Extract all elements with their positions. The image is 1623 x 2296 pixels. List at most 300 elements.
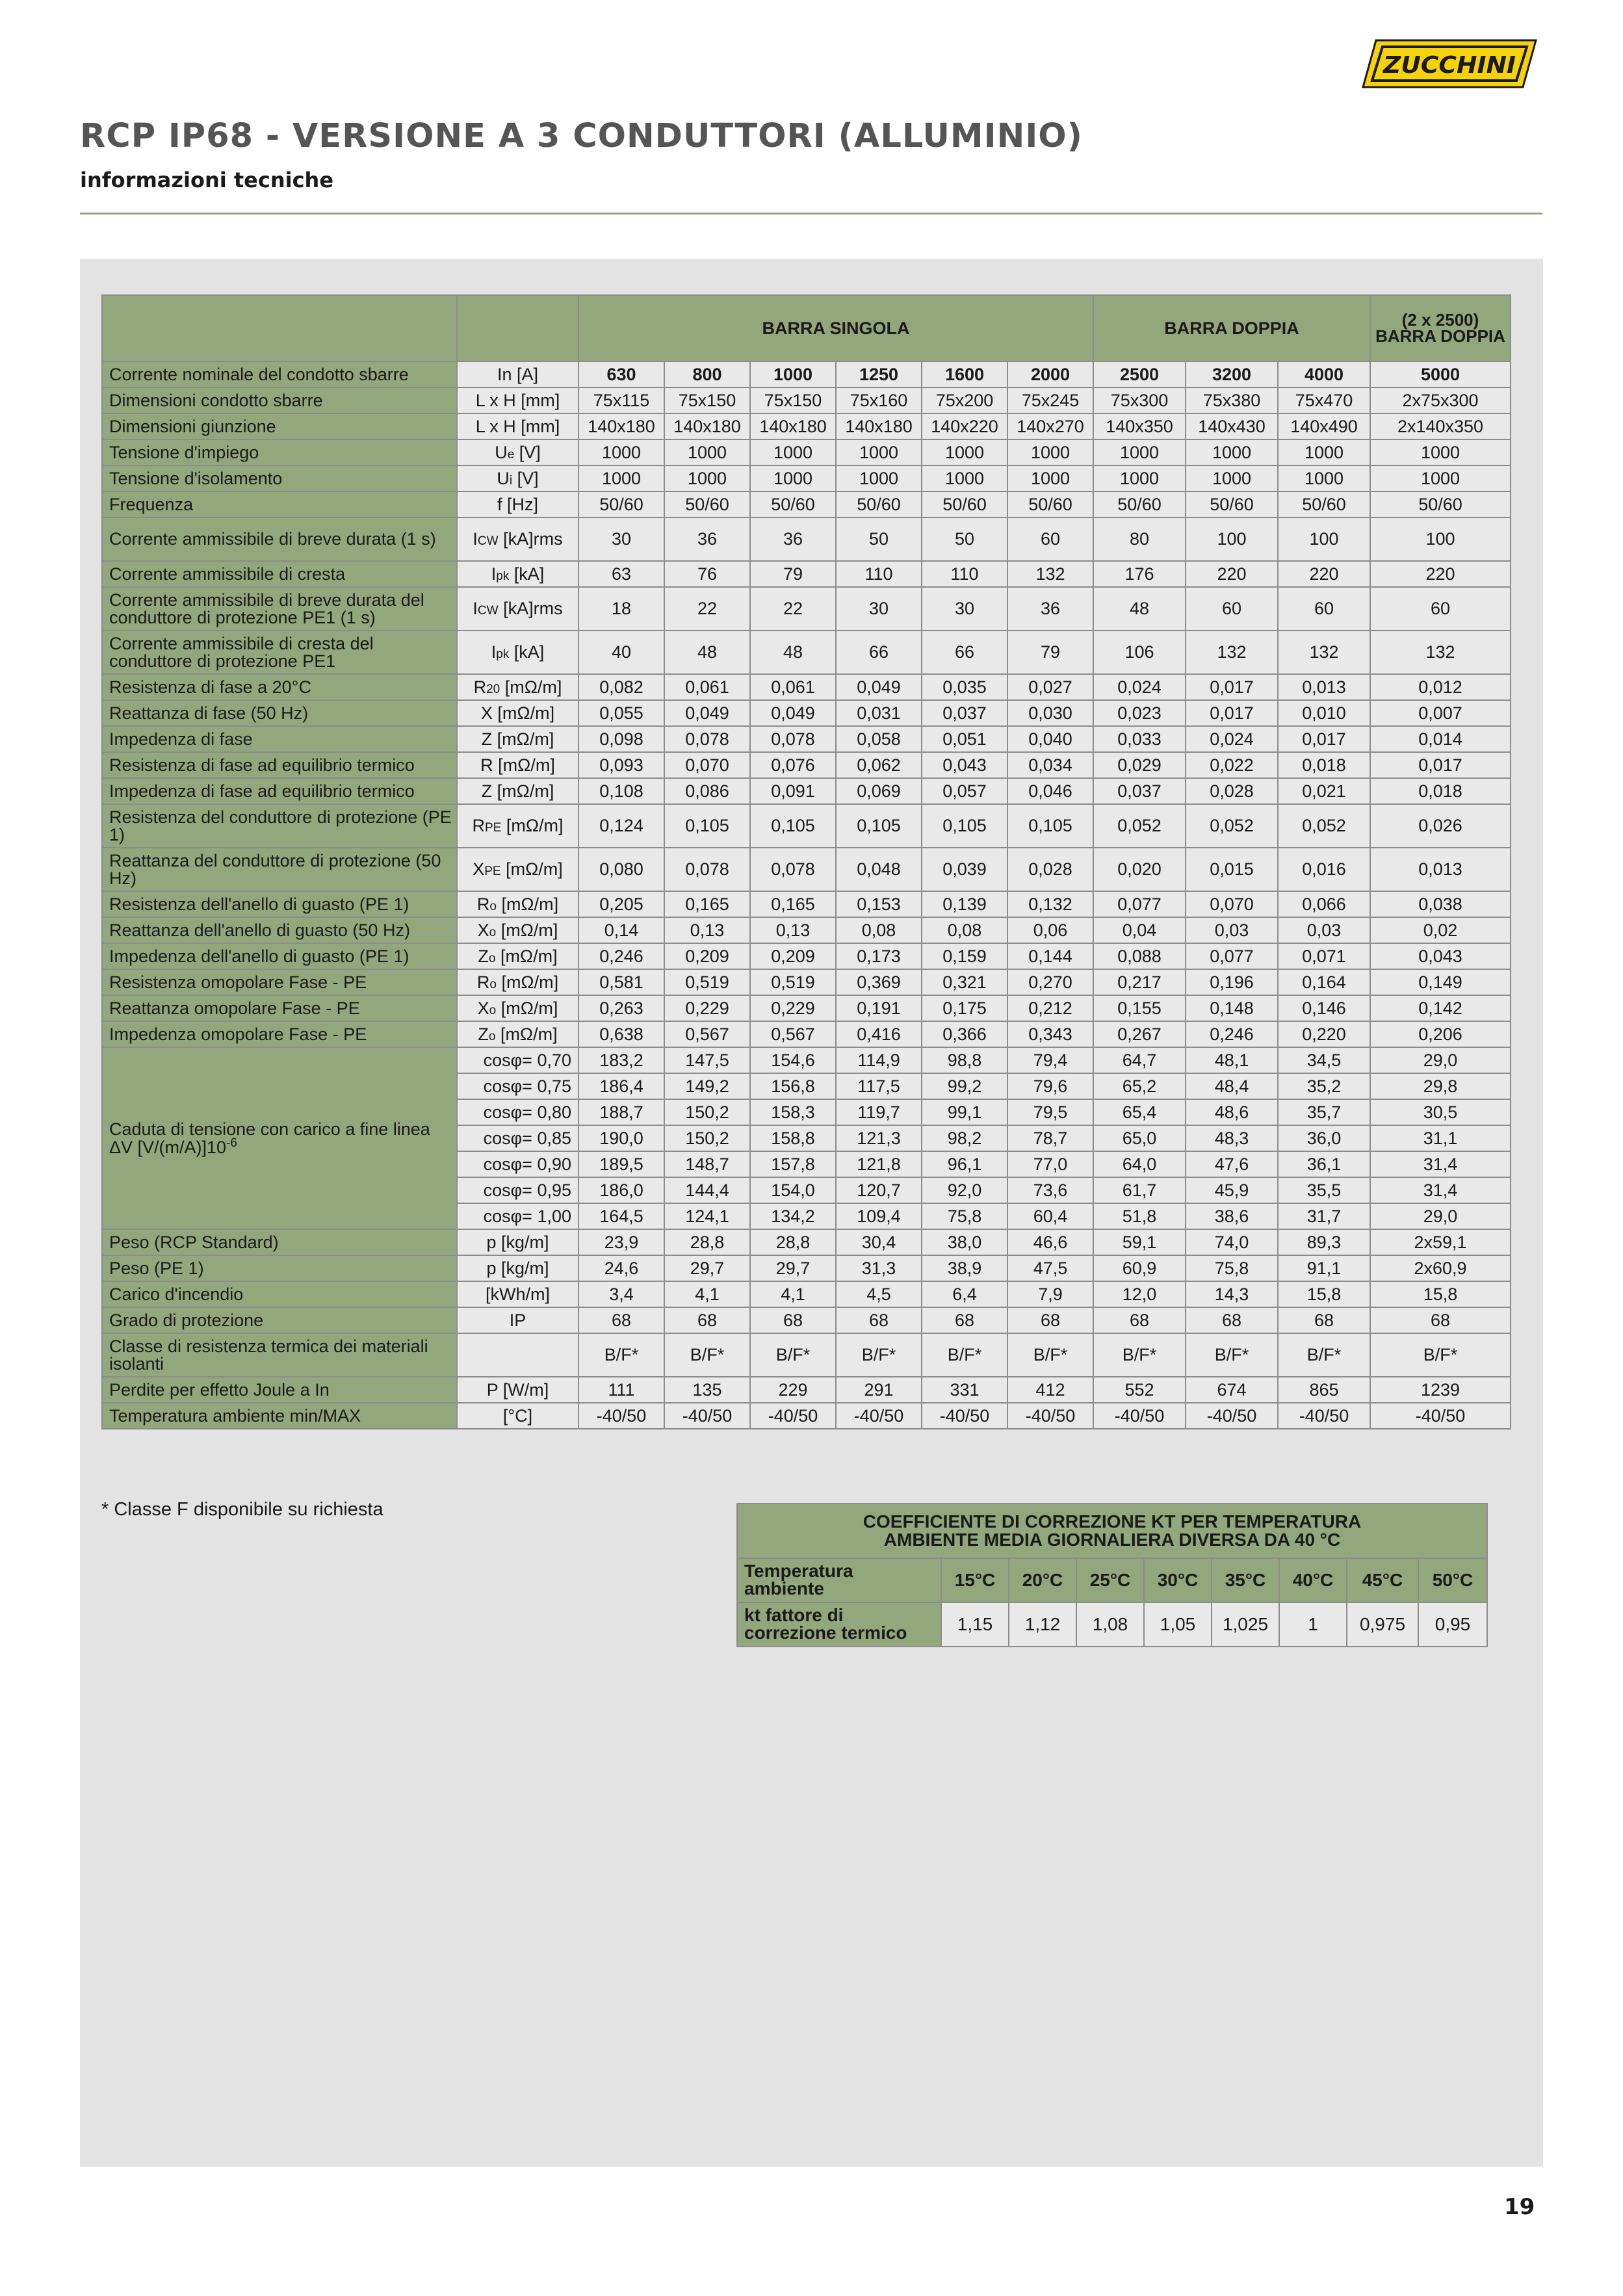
value-cell: 0,164 bbox=[1278, 969, 1370, 995]
value-cell: 0,165 bbox=[664, 891, 750, 917]
value-cell: 0,155 bbox=[1093, 995, 1186, 1021]
value-cell: 60,9 bbox=[1093, 1255, 1186, 1281]
value-cell: 188,7 bbox=[578, 1099, 664, 1125]
value-cell: 0,035 bbox=[922, 674, 1007, 700]
unit-suffix: [mΩ/m] bbox=[496, 972, 559, 992]
value-cell: 29,0 bbox=[1370, 1203, 1511, 1229]
value-cell: 0,043 bbox=[1370, 943, 1511, 969]
value-cell: 0,366 bbox=[922, 1021, 1007, 1047]
kt-factor: 1 bbox=[1279, 1602, 1347, 1647]
value-cell: 154,6 bbox=[750, 1047, 836, 1073]
value-cell: 2x59,1 bbox=[1370, 1229, 1511, 1255]
kt-title-line2: AMBIENTE MEDIA GIORNALIERA DIVERSA DA 40 °C bbox=[883, 1530, 1341, 1550]
unit-cell bbox=[457, 1333, 578, 1377]
value-cell: 48,3 bbox=[1186, 1125, 1278, 1151]
value-cell: 31,1 bbox=[1370, 1125, 1511, 1151]
value-cell: -40/50 bbox=[578, 1403, 664, 1429]
value-cell: 61,7 bbox=[1093, 1177, 1186, 1203]
value-cell: B/F* bbox=[1007, 1333, 1093, 1377]
value-cell: B/F* bbox=[578, 1333, 664, 1377]
value-cell: 100 bbox=[1278, 517, 1370, 561]
value-cell: 68 bbox=[1186, 1307, 1278, 1333]
value-cell: 28,8 bbox=[664, 1229, 750, 1255]
value-cell: 0,105 bbox=[664, 804, 750, 848]
value-cell: 80 bbox=[1093, 517, 1186, 561]
value-cell: 68 bbox=[1007, 1307, 1093, 1333]
value-cell: 0,049 bbox=[664, 700, 750, 726]
value-cell: 0,033 bbox=[1093, 726, 1186, 752]
unit-subscript: o bbox=[489, 899, 497, 913]
value-cell: 0,037 bbox=[922, 700, 1007, 726]
value-cell: 4,1 bbox=[750, 1281, 836, 1307]
table-row bbox=[102, 778, 1511, 804]
value-cell: 65,4 bbox=[1093, 1099, 1186, 1125]
value-cell: 15,8 bbox=[1370, 1281, 1511, 1307]
value-cell: 865 bbox=[1278, 1377, 1370, 1403]
value-cell: 0,229 bbox=[664, 995, 750, 1021]
unit-suffix: [kA] bbox=[509, 564, 545, 584]
group-barra-doppia-2x2500 bbox=[1370, 295, 1511, 361]
table-row bbox=[102, 848, 1511, 891]
value-cell: 0,023 bbox=[1093, 700, 1186, 726]
value-cell: 0,052 bbox=[1093, 804, 1186, 848]
value-cell: 0,007 bbox=[1370, 700, 1511, 726]
value-cell: 1000 bbox=[1186, 439, 1278, 465]
value-cell: 1000 bbox=[664, 439, 750, 465]
value-cell: 51,8 bbox=[1093, 1203, 1186, 1229]
table-row bbox=[102, 1255, 1511, 1281]
value-cell: 0,017 bbox=[1186, 700, 1278, 726]
row-label: Corrente ammissibile di cresta del conduttore di protezione PE1 bbox=[102, 631, 457, 674]
value-cell: -40/50 bbox=[922, 1403, 1007, 1429]
kt-temperature: 15°C bbox=[941, 1558, 1009, 1602]
table-row bbox=[102, 1281, 1511, 1307]
value-cell: 140x350 bbox=[1093, 413, 1186, 439]
unit-suffix: [mΩ/m] bbox=[496, 998, 558, 1018]
value-cell: 0,581 bbox=[578, 969, 664, 995]
value-cell: 0,052 bbox=[1186, 804, 1278, 848]
value-cell: 4,5 bbox=[836, 1281, 922, 1307]
value-cell: 0,03 bbox=[1278, 917, 1370, 943]
value-cell: 220 bbox=[1186, 561, 1278, 587]
value-cell: -40/50 bbox=[1278, 1403, 1370, 1429]
value-cell: 36 bbox=[664, 517, 750, 561]
value-cell: 0,013 bbox=[1370, 848, 1511, 891]
unit-suffix: [V] bbox=[512, 468, 539, 488]
value-cell: 0,034 bbox=[1007, 752, 1093, 778]
value-cell: 121,8 bbox=[836, 1151, 922, 1177]
value-cell: 98,2 bbox=[922, 1125, 1007, 1151]
value-cell: 176 bbox=[1093, 561, 1186, 587]
value-cell: 0,070 bbox=[664, 752, 750, 778]
value-cell: 0,144 bbox=[1007, 943, 1093, 969]
row-label: Impedenza omopolare Fase - PE bbox=[102, 1021, 457, 1047]
unit-subscript: o bbox=[489, 925, 497, 939]
value-cell: 30 bbox=[836, 587, 922, 631]
row-label: Resistenza di fase ad equilibrio termico bbox=[102, 752, 457, 778]
value-cell: 106 bbox=[1093, 631, 1186, 674]
unit-cell bbox=[457, 674, 578, 700]
value-cell: 48,1 bbox=[1186, 1047, 1278, 1073]
value-cell: 75x380 bbox=[1186, 387, 1278, 413]
unit-symbol: Z bbox=[478, 1024, 489, 1044]
unit-symbol: I bbox=[491, 564, 497, 584]
value-cell: 68 bbox=[750, 1307, 836, 1333]
value-cell: 132 bbox=[1007, 561, 1093, 587]
value-cell: 91,1 bbox=[1278, 1255, 1370, 1281]
value-cell: 79,5 bbox=[1007, 1099, 1093, 1125]
value-cell: 23,9 bbox=[578, 1229, 664, 1255]
value-cell: 0,124 bbox=[578, 804, 664, 848]
row-label: Corrente ammissibile di breve durata del conduttore di protezione PE1 (1 s) bbox=[102, 587, 457, 631]
value-cell: 0,018 bbox=[1278, 752, 1370, 778]
value-cell: 75x150 bbox=[750, 387, 836, 413]
unit-cell bbox=[457, 943, 578, 969]
value-cell: 0,030 bbox=[1007, 700, 1093, 726]
value-cell: 47,6 bbox=[1186, 1151, 1278, 1177]
unit-symbol: R bbox=[472, 816, 485, 835]
unit-subscript: o bbox=[488, 1029, 496, 1043]
value-cell: 124,1 bbox=[664, 1203, 750, 1229]
unit-cell bbox=[457, 917, 578, 943]
kt-factor: 0,95 bbox=[1418, 1602, 1487, 1647]
table-row bbox=[102, 491, 1511, 517]
cos-phi-cell: cosφ= 0,85 bbox=[457, 1125, 578, 1151]
cos-phi-cell: cosφ= 1,00 bbox=[457, 1203, 578, 1229]
value-cell: 0,173 bbox=[836, 943, 922, 969]
value-cell: 75,8 bbox=[1186, 1255, 1278, 1281]
unit-subscript: o bbox=[489, 1003, 497, 1017]
value-cell: 0,077 bbox=[1093, 891, 1186, 917]
value-cell: 183,2 bbox=[578, 1047, 664, 1073]
value-cell: 1000 bbox=[922, 465, 1007, 491]
value-cell: 12,0 bbox=[1093, 1281, 1186, 1307]
value-cell: 0,246 bbox=[578, 943, 664, 969]
table-row bbox=[102, 700, 1511, 726]
value-cell: 111 bbox=[578, 1377, 664, 1403]
unit-cell: R [mΩ/m] bbox=[457, 752, 578, 778]
value-cell: 0,017 bbox=[1370, 752, 1511, 778]
technical-data-table bbox=[101, 294, 1511, 1429]
value-cell: 0,015 bbox=[1186, 848, 1278, 891]
value-cell: 0,148 bbox=[1186, 995, 1278, 1021]
value-cell: 5000 bbox=[1370, 361, 1511, 387]
logo-text: ZUCCHINI bbox=[1382, 52, 1516, 79]
value-cell: 59,1 bbox=[1093, 1229, 1186, 1255]
value-cell: 0,086 bbox=[664, 778, 750, 804]
value-cell: 0,071 bbox=[1278, 943, 1370, 969]
unit-cell bbox=[457, 631, 578, 674]
kt-temperature: 20°C bbox=[1009, 1558, 1076, 1602]
unit-suffix: [mΩ/m] bbox=[500, 859, 563, 879]
value-cell: 75x150 bbox=[664, 387, 750, 413]
unit-subscript: o bbox=[488, 951, 496, 965]
kt-temperature: 50°C bbox=[1418, 1558, 1487, 1602]
unit-subscript: pk bbox=[496, 647, 510, 661]
value-cell: 22 bbox=[750, 587, 836, 631]
unit-cell bbox=[457, 1021, 578, 1047]
value-cell: 35,7 bbox=[1278, 1099, 1370, 1125]
row-label: Classe di resistenza termica dei materiali isolanti bbox=[102, 1333, 457, 1377]
value-cell: 31,7 bbox=[1278, 1203, 1370, 1229]
value-cell: 50/60 bbox=[922, 491, 1007, 517]
value-cell: 50/60 bbox=[750, 491, 836, 517]
value-cell: 18 bbox=[578, 587, 664, 631]
value-cell: 75x245 bbox=[1007, 387, 1093, 413]
value-cell: 0,048 bbox=[836, 848, 922, 891]
voltage-drop-row bbox=[102, 1047, 1511, 1073]
row-label: Grado di protezione bbox=[102, 1307, 457, 1333]
table-row bbox=[102, 1403, 1511, 1429]
value-cell: 29,0 bbox=[1370, 1047, 1511, 1073]
table-row bbox=[102, 465, 1511, 491]
value-cell: 412 bbox=[1007, 1377, 1093, 1403]
value-cell: 75x115 bbox=[578, 387, 664, 413]
value-cell: 140x180 bbox=[664, 413, 750, 439]
unit-subscript: i bbox=[509, 473, 513, 488]
table-row bbox=[102, 439, 1511, 465]
value-cell: 50/60 bbox=[664, 491, 750, 517]
value-cell: B/F* bbox=[1093, 1333, 1186, 1377]
unit-cell bbox=[457, 517, 578, 561]
value-cell: 0,212 bbox=[1007, 995, 1093, 1021]
value-cell: 0,165 bbox=[750, 891, 836, 917]
value-cell: 1250 bbox=[836, 361, 922, 387]
value-cell: 674 bbox=[1186, 1377, 1278, 1403]
value-cell: 92,0 bbox=[922, 1177, 1007, 1203]
unit-cell bbox=[457, 561, 578, 587]
unit-symbol: I bbox=[491, 642, 497, 662]
value-cell: 30,5 bbox=[1370, 1099, 1511, 1125]
value-cell: 0,078 bbox=[750, 848, 836, 891]
value-cell: 0,132 bbox=[1007, 891, 1093, 917]
value-cell: 75x160 bbox=[836, 387, 922, 413]
unit-symbol: Z bbox=[478, 946, 489, 966]
value-cell: 164,5 bbox=[578, 1203, 664, 1229]
value-cell: 140x270 bbox=[1007, 413, 1093, 439]
unit-suffix: [mΩ/m] bbox=[496, 894, 559, 914]
value-cell: 0,567 bbox=[750, 1021, 836, 1047]
header-blank-label bbox=[102, 295, 457, 361]
value-cell: 75x300 bbox=[1093, 387, 1186, 413]
value-cell: 1000 bbox=[1093, 439, 1186, 465]
value-cell: 0,091 bbox=[750, 778, 836, 804]
value-cell: 229 bbox=[750, 1377, 836, 1403]
value-cell: 29,8 bbox=[1370, 1073, 1511, 1099]
value-cell: 0,013 bbox=[1278, 674, 1370, 700]
value-cell: 89,3 bbox=[1278, 1229, 1370, 1255]
value-cell: 1000 bbox=[1007, 465, 1093, 491]
row-label: Dimensioni condotto sbarre bbox=[102, 387, 457, 413]
value-cell: 29,7 bbox=[750, 1255, 836, 1281]
row-label: Reattanza del conduttore di protezione (50 Hz) bbox=[102, 848, 457, 891]
value-cell: 64,7 bbox=[1093, 1047, 1186, 1073]
unit-cell bbox=[457, 804, 578, 848]
value-cell: 0,055 bbox=[578, 700, 664, 726]
value-cell: 0,06 bbox=[1007, 917, 1093, 943]
value-cell: 50/60 bbox=[1186, 491, 1278, 517]
value-cell: 0,069 bbox=[836, 778, 922, 804]
value-cell: 220 bbox=[1370, 561, 1511, 587]
value-cell: 78,7 bbox=[1007, 1125, 1093, 1151]
row-label: Perdite per effetto Joule a In bbox=[102, 1377, 457, 1403]
value-cell: 36 bbox=[750, 517, 836, 561]
value-cell: 0,043 bbox=[922, 752, 1007, 778]
value-cell: 0,066 bbox=[1278, 891, 1370, 917]
value-cell: 50 bbox=[922, 517, 1007, 561]
table-row bbox=[102, 1333, 1511, 1377]
value-cell: 156,8 bbox=[750, 1073, 836, 1099]
value-cell: 0,078 bbox=[664, 726, 750, 752]
table-row bbox=[102, 674, 1511, 700]
value-cell: 74,0 bbox=[1186, 1229, 1278, 1255]
table-row bbox=[102, 752, 1511, 778]
value-cell: 0,08 bbox=[922, 917, 1007, 943]
value-cell: 0,017 bbox=[1278, 726, 1370, 752]
unit-symbol: I bbox=[473, 599, 478, 618]
value-cell: 0,04 bbox=[1093, 917, 1186, 943]
value-cell: 120,7 bbox=[836, 1177, 922, 1203]
value-cell: 1000 bbox=[578, 439, 664, 465]
value-cell: 2000 bbox=[1007, 361, 1093, 387]
value-cell: 2x75x300 bbox=[1370, 387, 1511, 413]
row-label: Frequenza bbox=[102, 491, 457, 517]
value-cell: 0,051 bbox=[922, 726, 1007, 752]
table-row bbox=[102, 1307, 1511, 1333]
value-cell: 0,159 bbox=[922, 943, 1007, 969]
value-cell: 1000 bbox=[1278, 439, 1370, 465]
value-cell: 114,9 bbox=[836, 1047, 922, 1073]
value-cell: 0,108 bbox=[578, 778, 664, 804]
cos-phi-cell: cosφ= 0,80 bbox=[457, 1099, 578, 1125]
row-label: Impedenza di fase bbox=[102, 726, 457, 752]
value-cell: 331 bbox=[922, 1377, 1007, 1403]
value-cell: 0,031 bbox=[836, 700, 922, 726]
table-row bbox=[102, 804, 1511, 848]
value-cell: 2500 bbox=[1093, 361, 1186, 387]
value-cell: -40/50 bbox=[1093, 1403, 1186, 1429]
value-cell: 1000 bbox=[1278, 465, 1370, 491]
value-cell: 0,077 bbox=[1186, 943, 1278, 969]
value-cell: 14,3 bbox=[1186, 1281, 1278, 1307]
value-cell: 100 bbox=[1186, 517, 1278, 561]
unit-cell: P [W/m] bbox=[457, 1377, 578, 1403]
value-cell: 291 bbox=[836, 1377, 922, 1403]
value-cell: 0,519 bbox=[664, 969, 750, 995]
value-cell: 30,4 bbox=[836, 1229, 922, 1255]
footnote: * Classe F disponibile su richiesta bbox=[101, 1499, 383, 1520]
row-label: Impedenza di fase ad equilibrio termico bbox=[102, 778, 457, 804]
unit-subscript: o bbox=[489, 977, 497, 991]
value-cell: 50/60 bbox=[836, 491, 922, 517]
value-cell: 140x180 bbox=[750, 413, 836, 439]
value-cell: 0,076 bbox=[750, 752, 836, 778]
value-cell: 0,196 bbox=[1186, 969, 1278, 995]
value-cell: 0,209 bbox=[750, 943, 836, 969]
table-row bbox=[102, 917, 1511, 943]
value-cell: 48,4 bbox=[1186, 1073, 1278, 1099]
kt-factor: 0,975 bbox=[1347, 1602, 1418, 1647]
value-cell: 50/60 bbox=[1093, 491, 1186, 517]
value-cell: 0,638 bbox=[578, 1021, 664, 1047]
table-row bbox=[102, 561, 1511, 587]
value-cell: 0,052 bbox=[1278, 804, 1370, 848]
value-cell: 34,5 bbox=[1278, 1047, 1370, 1073]
value-cell: 2x60,9 bbox=[1370, 1255, 1511, 1281]
value-cell: -40/50 bbox=[836, 1403, 922, 1429]
table-row bbox=[102, 995, 1511, 1021]
value-cell: B/F* bbox=[1370, 1333, 1511, 1377]
value-cell: 0,220 bbox=[1278, 1021, 1370, 1047]
value-cell: 1000 bbox=[664, 465, 750, 491]
table-row bbox=[102, 387, 1511, 413]
zucchini-logo bbox=[1362, 39, 1537, 88]
value-cell: 135 bbox=[664, 1377, 750, 1403]
value-cell: 0,08 bbox=[836, 917, 922, 943]
unit-subscript: CW bbox=[477, 604, 499, 618]
voltage-drop-label-text: Caduta di tensione con carico a fine linea ΔV [V/(m/A)]10 bbox=[109, 1119, 430, 1157]
group-barra-doppia: BARRA DOPPIA bbox=[1093, 295, 1370, 361]
value-cell: 65,0 bbox=[1093, 1125, 1186, 1151]
value-cell: 60,4 bbox=[1007, 1203, 1093, 1229]
value-cell: 40 bbox=[578, 631, 664, 674]
value-cell: 0,061 bbox=[750, 674, 836, 700]
value-cell: 50/60 bbox=[1007, 491, 1093, 517]
table-row bbox=[102, 1377, 1511, 1403]
row-label: Resistenza del conduttore di protezione (PE 1) bbox=[102, 804, 457, 848]
kt-title bbox=[737, 1504, 1487, 1558]
value-cell: 48 bbox=[1093, 587, 1186, 631]
page-subtitle: informazioni tecniche bbox=[80, 168, 334, 192]
value-cell: 50/60 bbox=[1278, 491, 1370, 517]
value-cell: 22 bbox=[664, 587, 750, 631]
row-label: Corrente nominale del condotto sbarre bbox=[102, 361, 457, 387]
value-cell: 158,3 bbox=[750, 1099, 836, 1125]
value-cell: 0,416 bbox=[836, 1021, 922, 1047]
unit-suffix: [kA]rms bbox=[498, 599, 563, 618]
voltage-drop-label bbox=[102, 1047, 457, 1229]
value-cell: 0,014 bbox=[1370, 726, 1511, 752]
value-cell: 0,105 bbox=[922, 804, 1007, 848]
value-cell: 119,7 bbox=[836, 1099, 922, 1125]
value-cell: 190,0 bbox=[578, 1125, 664, 1151]
value-cell: 0,040 bbox=[1007, 726, 1093, 752]
value-cell: 110 bbox=[922, 561, 1007, 587]
table-row bbox=[102, 413, 1511, 439]
unit-cell: [°C] bbox=[457, 1403, 578, 1429]
value-cell: 4,1 bbox=[664, 1281, 750, 1307]
value-cell: 1000 bbox=[750, 465, 836, 491]
value-cell: 0,038 bbox=[1370, 891, 1511, 917]
value-cell: 28,8 bbox=[750, 1229, 836, 1255]
value-cell: 0,039 bbox=[922, 848, 1007, 891]
unit-symbol: X bbox=[477, 920, 489, 940]
value-cell: 1000 bbox=[578, 465, 664, 491]
value-cell: 132 bbox=[1186, 631, 1278, 674]
value-cell: 15,8 bbox=[1278, 1281, 1370, 1307]
row-label: Reattanza omopolare Fase - PE bbox=[102, 995, 457, 1021]
cos-phi-cell: cosφ= 0,75 bbox=[457, 1073, 578, 1099]
kt-factor-label: kt fattore di correzione termico bbox=[737, 1602, 941, 1647]
value-cell: 2x140x350 bbox=[1370, 413, 1511, 439]
value-cell: 0,058 bbox=[836, 726, 922, 752]
value-cell: B/F* bbox=[836, 1333, 922, 1377]
value-cell: 0,070 bbox=[1186, 891, 1278, 917]
value-cell: 30 bbox=[578, 517, 664, 561]
value-cell: 552 bbox=[1093, 1377, 1186, 1403]
table-row bbox=[102, 517, 1511, 561]
value-cell: 38,9 bbox=[922, 1255, 1007, 1281]
